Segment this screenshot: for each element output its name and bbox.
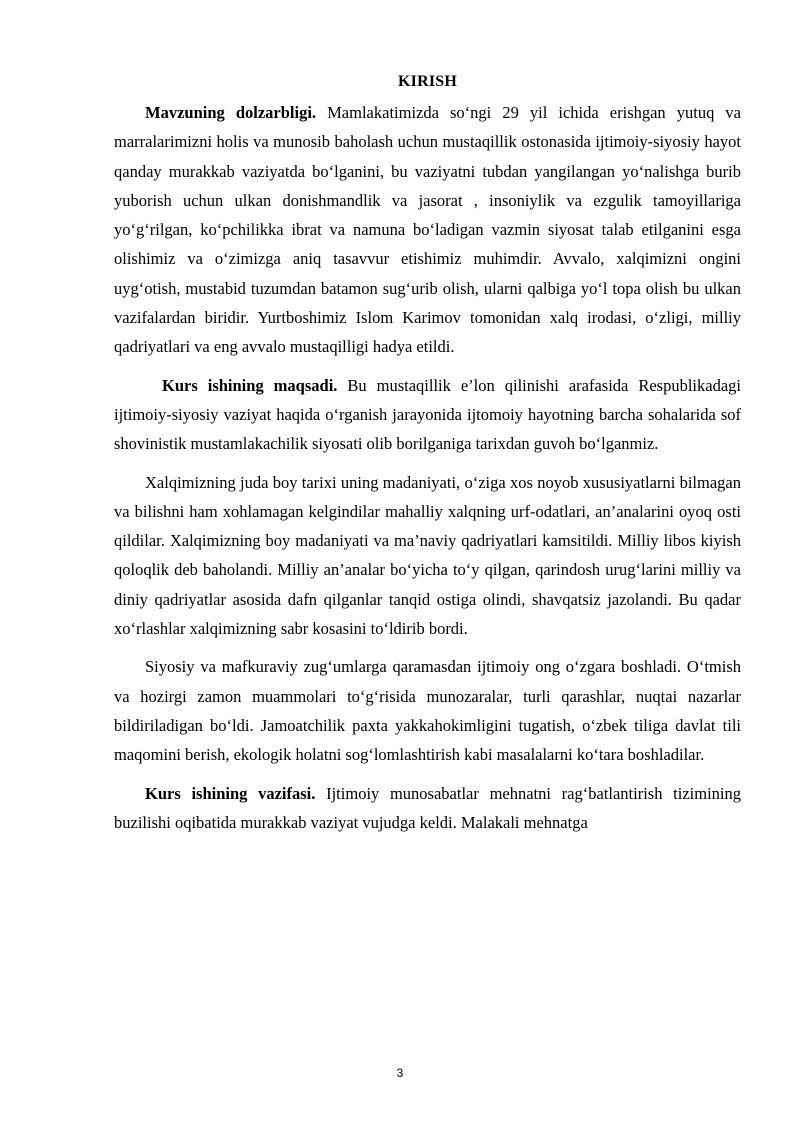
paragraph-relevance: [114, 98, 741, 362]
paragraph-text-task: Ijtimoiy munosabatlar mehnatni rag‘batlantirish tizimining buzilishi oqibatida murakkab vaziyat vujudga keldi. Malakali mehnatga: [114, 783, 741, 832]
paragraph-ideology: [114, 652, 741, 769]
page-number: 3: [396, 1066, 404, 1080]
paragraph-history: [114, 468, 741, 644]
paragraph-lead-relevance: Mavzuning dolzarbligi.: [145, 103, 317, 122]
paragraph-lead-goal: Kurs ishining maqsadi.: [162, 375, 338, 395]
paragraph-text-ideology: Siyosiy va mafkuraviy zug‘umlarga qaramasdan ijtimoiy ong o‘zgara boshladi. O‘tmish va hozirgi zamon muammolari to‘g‘risida munozaralar, turli qarashlar, nuqtai nazarlar bildiriladigan bo‘ldi. Jamoatchilik paxta yakkahokimligini tugatish, o‘zbek tiliga davlat tili maqomini berish, ekologik holatni sog‘lomlashtirish kabi masalalarni ko‘tara boshladilar.: [114, 657, 741, 765]
paragraph-lead-task: Kurs ishining vazifasi.: [145, 783, 316, 803]
paragraph-goal: [114, 371, 741, 459]
paragraph-text-relevance: Mamlakatimizda so‘ngi 29 yil ichida erishgan yutuq va marralarimizni holis va munosib baholash uchun mustaqillik ostonasida ijtimoiy-siyosiy hayot qanday murakkab vaziyatda bo‘lganini, bu vaziyatni tubdan yangilangan yo‘nalishga burib yuborish uchun ulkan donishmandlik va jasorat , insoniylik va ezgulik tamoyillariga yo‘g‘rilgan, ko‘pchilikka ibrat va namuna bo‘ladigan vazmin siyosat talab etilganini esga olishimiz va o‘zimizga aniq tasavvur etishimiz muhimdir. Avvalo, xalqimizni ongini uyg‘otish, mustabid tuzumdan batamon sug‘urib olish, ularni qalbiga yo‘l topa olish bu ulkan vazifalardan biridir. Yurtboshimiz Islom Karimov tomonidan xalq irodasi, o‘zligi, milliy qadriyatlari va eng avvalo mustaqilligi hadya etildi.: [114, 103, 741, 357]
document-title: KIRISH: [398, 73, 457, 90]
paragraph-task: [114, 779, 741, 838]
document-page: [114, 72, 741, 846]
paragraph-text-history: Xalqimizning juda boy tarixi uning madaniyati, o‘ziga xos noyob xususiyatlarni bilmagan va bilishni ham xohlamagan kelgindilar mahalliy xalqning urf-odatlari, an’analarini oyoq osti qildilar. Xalqimizning boy madaniyati va ma’naviy qadriyatlari kamsitildi. Milliy libos kiyish qoloqlik deb baholandi. Milliy an’analar bo‘yicha to‘y qilgan, qarindosh urug‘larini milliy va diniy qadriyatlar asosida dafn qilganlar tanqid ostiga olindi, shavqatsiz jazolandi. Bu qadar xo‘rlashlar xalqimizning sabr kosasini to‘ldirib bordi.: [114, 472, 741, 639]
paragraph-text-goal: Bu mustaqillik e’lon qilinishi arafasida Respublikadagi ijtimoiy-siyosiy vaziyat haqida o‘rganish jarayonida ijtomoiy hayotning barcha sohalarida sof shovinistik mustamlakachilik siyosati olib borilganiga tarixdan guvoh bo‘lganmiz.: [114, 375, 741, 454]
